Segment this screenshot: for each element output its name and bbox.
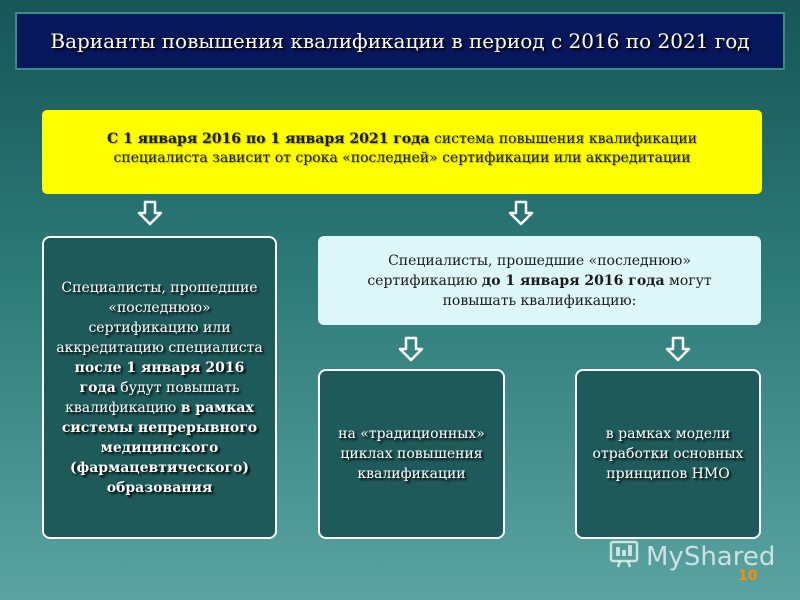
- down-arrow-icon: [398, 336, 424, 362]
- page-number: 10: [738, 568, 758, 584]
- traditional-cycles-text: на «традиционных» циклах повышения квалификации: [338, 426, 485, 482]
- before-2016-text-part1: Специалисты, прошедшие «последнюю» сертификацию: [367, 252, 691, 289]
- after-2016-text-part2: будут повышать квалификацию: [65, 379, 240, 416]
- after-2016-date: после 1 января 2016 года: [74, 359, 245, 396]
- after-2016-text: [56, 278, 263, 498]
- after-2016-box: [42, 236, 277, 539]
- nmo-model-text: в рамках модели отработки основных принципов НМО: [592, 426, 744, 482]
- intro-date-range: С 1 января 2016 по 1 января 2021 года: [107, 131, 430, 147]
- watermark-text: MyShared: [646, 542, 776, 572]
- after-2016-nmo-system: в рамках системы непрерывного медицинского (фармацевтического) образования: [61, 399, 258, 496]
- page-title: Варианты повышения квалификации в период с 2016 по 2021 год: [50, 29, 750, 53]
- before-2016-text-part2: могут повышать квалификацию:: [442, 272, 712, 309]
- before-2016-date: до 1 января 2016 года: [481, 272, 665, 289]
- down-arrow-icon: [137, 200, 163, 226]
- traditional-cycles-box: [318, 369, 505, 539]
- after-2016-text-part1: Специалисты, прошедшие «последнюю» сертификацию или аккредитацию специалиста: [56, 279, 263, 356]
- intro-highlight-box: [42, 110, 762, 194]
- intro-text: система повышения квалификации специалиста зависит от срока «последней» сертификации или аккредитации: [113, 131, 697, 166]
- down-arrow-icon: [508, 200, 534, 226]
- title-bar: [15, 12, 785, 70]
- down-arrow-icon: [665, 336, 691, 362]
- myshared-logo-icon: [608, 539, 640, 576]
- nmo-model-box: [575, 369, 761, 539]
- before-2016-box: [318, 236, 761, 325]
- before-2016-text: [338, 251, 741, 311]
